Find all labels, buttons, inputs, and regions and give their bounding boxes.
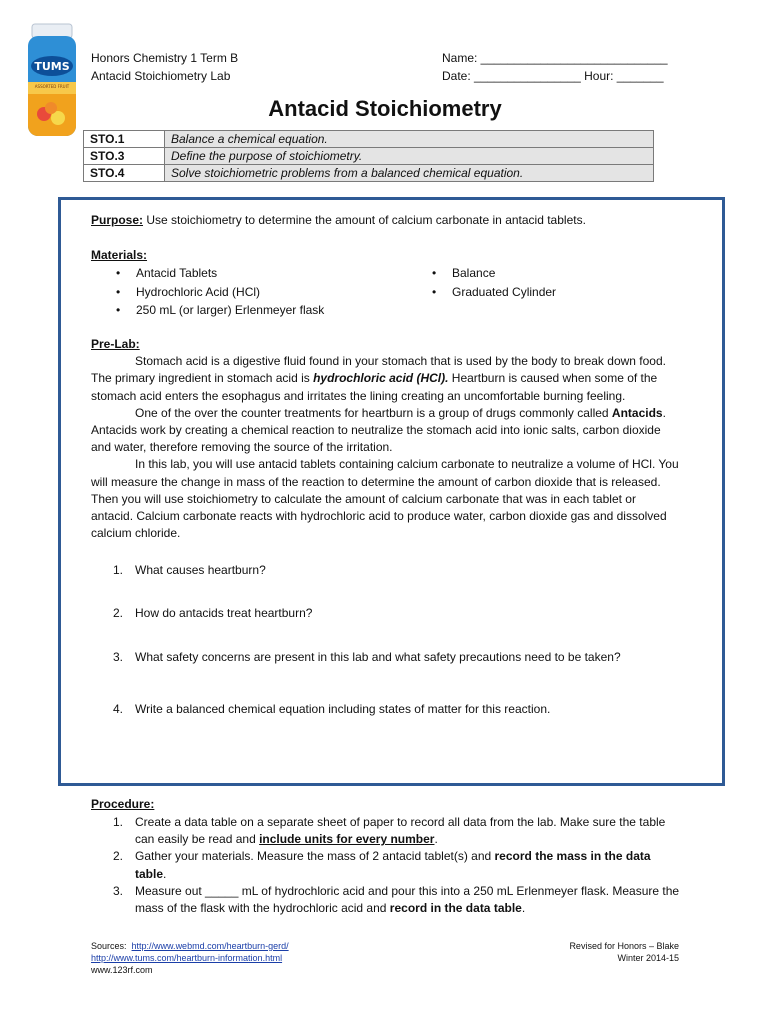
sources-footer — [91, 940, 289, 976]
table-row — [84, 131, 654, 148]
prelab-paragraph-2: One of the over the counter treatments for heartburn is a group of drugs commonly called Antacids. Antacids work by creating a chemical reaction to neutralize the stomach acid into ionic salts, carbon dioxide and water, therefore removing the source of the irritation. — [91, 405, 666, 455]
materials-label-wrap — [91, 247, 681, 264]
question-1: 1. What causes heartburn? — [113, 563, 266, 577]
course-name: Honors Chemistry 1 Term B — [91, 51, 239, 65]
question-3: 3. What safety concerns are present in this lab and what safety precautions need to be taken? — [113, 650, 621, 664]
procedure-label: Procedure: — [91, 797, 155, 811]
objectives-table — [83, 130, 654, 182]
source-link-webmd[interactable]: http://www.webmd.com/heartburn-gerd/ — [131, 941, 289, 951]
page-title: Antacid Stoichiometry — [268, 96, 502, 121]
procedure-label-wrap — [91, 796, 681, 813]
materials-list-left — [116, 264, 324, 320]
list-item: • Balance — [432, 264, 556, 283]
question-4: 4. Write a balanced chemical equation including states of matter for this reaction. — [113, 702, 551, 716]
objective-code: STO.4 — [84, 165, 165, 182]
sources-label: Sources: — [91, 941, 127, 951]
objective-code: STO.3 — [84, 148, 165, 165]
materials-label: Materials: — [91, 248, 148, 262]
source-123rf: www.123rf.com — [91, 965, 153, 975]
objective-text: Define the purpose of stoichiometry. — [165, 148, 654, 165]
list-item: • Graduated Cylinder — [432, 283, 556, 302]
student-info — [442, 49, 668, 85]
date-hour-field[interactable]: Date: ________________ Hour: _______ — [442, 69, 664, 83]
logo-flavor: ASSORTED FRUIT — [34, 84, 70, 89]
list-item: • 250 mL (or larger) Erlenmeyer flask — [116, 301, 324, 320]
objective-code: STO.1 — [84, 131, 165, 148]
purpose-text: Use stoichiometry to determine the amount of calcium carbonate in antacid tablets. — [143, 213, 586, 227]
revision-footer — [569, 940, 679, 964]
list-item: • Antacid Tablets — [116, 264, 324, 283]
procedure-step: 1. Create a data table on a separate sheet of paper to record all data from the lab. Make sure the table can easily be read and include units for every number. — [113, 815, 666, 847]
table-row — [84, 165, 654, 182]
prelab-section — [91, 336, 681, 542]
term-note: Winter 2014-15 — [617, 953, 679, 963]
objective-text: Balance a chemical equation. — [165, 131, 654, 148]
course-header — [91, 49, 238, 85]
prelab-paragraph-1: Stomach acid is a digestive fluid found in your stomach that is used by the body to break down food. The primary ingredient in stomach acid is hydrochloric acid (HCl). Heartburn is caused when some of the stomach acid enters the esophagus and irritates the lining creating an uncomfortable burning feeling. — [91, 354, 666, 403]
purpose-section — [91, 212, 681, 229]
revised-note: Revised for Honors – Blake — [569, 941, 679, 951]
table-row — [84, 148, 654, 165]
prelab-paragraph-3: In this lab, you will use antacid tablets containing calcium carbonate to neutralize a volume of HCl. You will measure the change in mass of the reaction to determine the amount of carbon dioxide that is released. Then you will use stoichiometry to calculate the amount of calcium carbonate that was in each tablet or antacid. Calcium carbonate reacts with hydrochloric acid to produce water, carbon dioxide gas and dissolved calcium chloride. — [91, 457, 679, 541]
question-2: 2. How do antacids treat heartburn? — [113, 606, 313, 620]
procedure-list — [113, 814, 683, 917]
prelab-label: Pre-Lab: — [91, 337, 140, 351]
purpose-label: Purpose: — [91, 213, 144, 227]
procedure-step: 2. Gather your materials. Measure the mass of 2 antacid tablet(s) and record the mass in the data table. — [113, 849, 651, 881]
objective-text: Solve stoichiometric problems from a balanced chemical equation. — [165, 165, 654, 182]
materials-list-right — [432, 264, 556, 301]
list-item: • Hydrochloric Acid (HCl) — [116, 283, 324, 302]
lab-name: Antacid Stoichiometry Lab — [91, 69, 231, 83]
procedure-step: 3. Measure out _____ mL of hydrochloric acid and pour this into a 250 mL Erlenmeyer flask. Measure the mass of the flask with the hydrochloric acid and record in the data table. — [113, 883, 680, 916]
logo-brand: TUMS — [34, 60, 70, 73]
tums-bottle-logo — [22, 22, 82, 140]
name-field[interactable]: Name: ____________________________ — [442, 51, 668, 65]
source-link-tums[interactable]: http://www.tums.com/heartburn-information.html — [91, 953, 283, 963]
